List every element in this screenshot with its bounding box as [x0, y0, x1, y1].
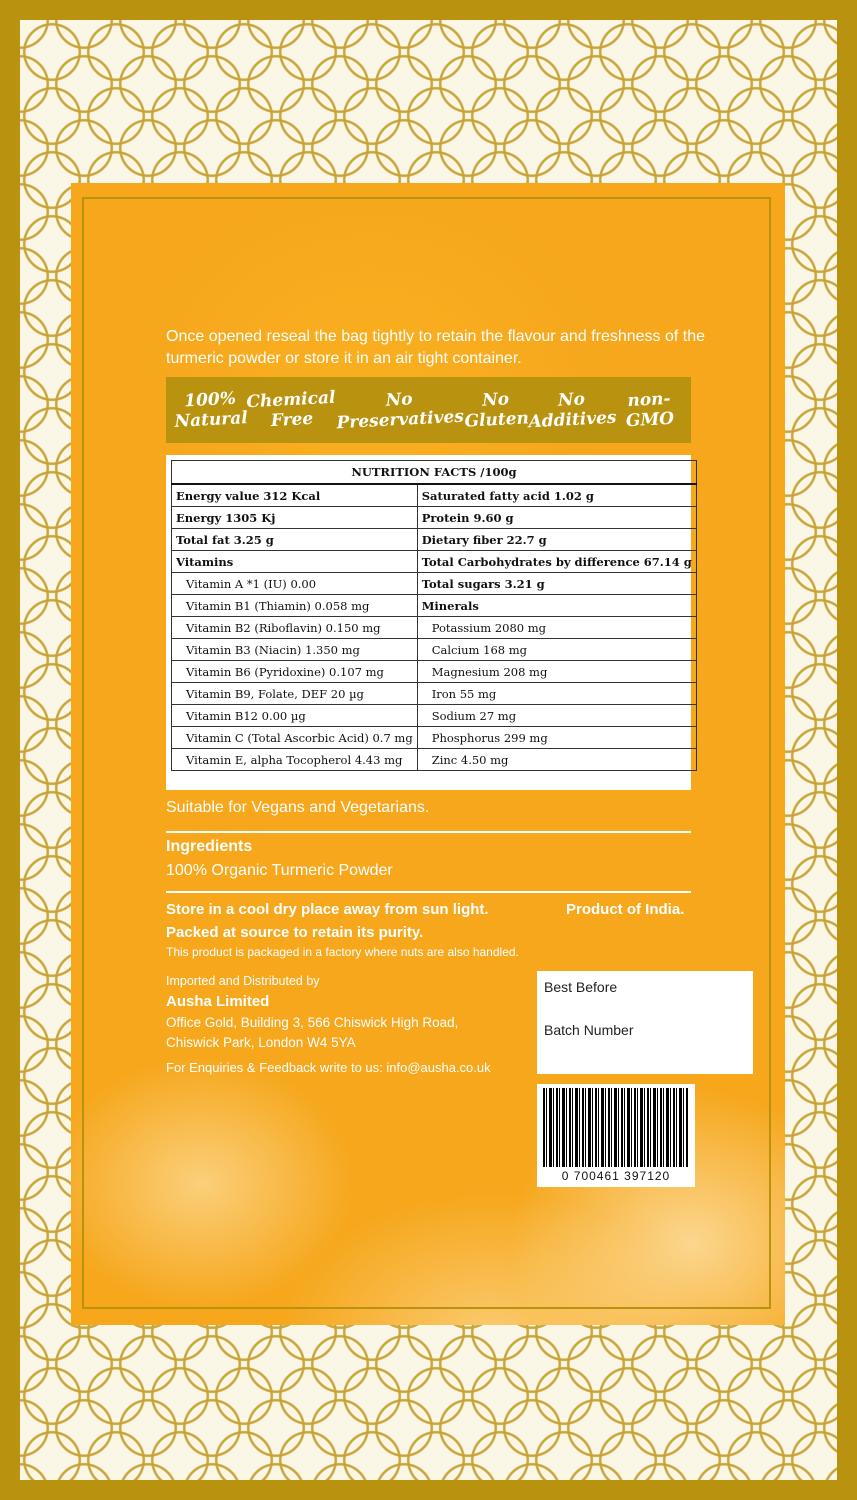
table-row [172, 617, 697, 639]
batch-number-label: Batch Number [544, 1022, 634, 1038]
nutrient-cell: Energy 1305 Kj [172, 507, 418, 529]
nutrient-cell: Vitamin A *1 (IU) 0.00 [172, 573, 418, 595]
nutrient-cell: Magnesium 208 mg [417, 661, 696, 683]
divider [166, 831, 691, 833]
nutrient-cell: Zinc 4.50 mg [417, 749, 696, 771]
distributor-label: Imported and Distributed by [166, 974, 320, 988]
nutrient-cell: Sodium 27 mg [417, 705, 696, 727]
nutrient-cell: Calcium 168 mg [417, 639, 696, 661]
ingredients-heading: Ingredients [166, 838, 253, 855]
nutrient-cell: Total fat 3.25 g [172, 529, 418, 551]
barcode-number: 0 700461 397120 [561, 1169, 671, 1183]
badge-no-gluten: No Gluten [463, 389, 529, 432]
badge-chemical-free: Chemical Free [246, 387, 337, 432]
best-before-box [537, 971, 753, 1074]
storage-line-1: Store in a cool dry place away from sun light. [166, 901, 489, 918]
nutrient-cell: Total Carbohydrates by difference 67.14 g [417, 551, 696, 573]
nutrition-table [171, 460, 697, 771]
allergen-note: This product is packaged in a factory where nuts are also handled. [166, 945, 519, 959]
nutrient-cell: Vitamin C (Total Ascorbic Acid) 0.7 mg [172, 727, 418, 749]
barcode [537, 1084, 695, 1187]
nutrient-cell: Iron 55 mg [417, 683, 696, 705]
nutrient-cell: Vitamin B6 (Pyridoxine) 0.107 mg [172, 661, 418, 683]
nutrient-cell: Potassium 2080 mg [417, 617, 696, 639]
table-row [172, 484, 697, 507]
nutrient-cell: Energy value 312 Kcal [172, 484, 418, 507]
table-row [172, 551, 697, 573]
table-row [172, 639, 697, 661]
table-row [172, 727, 697, 749]
ingredients-text: 100% Organic Turmeric Powder [166, 862, 393, 879]
nutrition-title: NUTRITION FACTS /100g [172, 461, 697, 485]
nutrient-cell: Vitamin E, alpha Tocopherol 4.43 mg [172, 749, 418, 771]
badge-no-preservatives: No Preservatives [336, 389, 465, 434]
badge-non-gmo: non-GMO [625, 388, 675, 432]
claim-badges [166, 377, 691, 443]
nutrient-cell: Phosphorus 299 mg [417, 727, 696, 749]
storage-line-2: Packed at source to retain its purity. [166, 924, 424, 941]
badge-no-additives: No Additives [527, 389, 617, 433]
nutrient-cell: Vitamin B2 (Riboflavin) 0.150 mg [172, 617, 418, 639]
nutrient-cell: Dietary fiber 22.7 g [417, 529, 696, 551]
table-row [172, 507, 697, 529]
nutrient-cell: Vitamin B1 (Thiamin) 0.058 mg [172, 595, 418, 617]
address-line-1: Office Gold, Building 3, 566 Chiswick High Road, [166, 1015, 459, 1030]
table-row [172, 573, 697, 595]
suitable-note: Suitable for Vegans and Vegetarians. [166, 799, 430, 816]
best-before-label: Best Before [544, 979, 618, 995]
table-row [172, 661, 697, 683]
table-row [172, 595, 697, 617]
badge-natural: 100% Natural [174, 388, 249, 432]
nutrient-cell: Minerals [417, 595, 696, 617]
nutrient-cell: Protein 9.60 g [417, 507, 696, 529]
nutrient-cell: Vitamins [172, 551, 418, 573]
barcode-bars [543, 1088, 689, 1167]
table-row [172, 683, 697, 705]
contact-line: For Enquiries & Feedback write to us: info@ausha.co.uk [166, 1060, 491, 1075]
nutrient-cell: Vitamin B9, Folate, DEF 20 µg [172, 683, 418, 705]
table-row [172, 529, 697, 551]
storage-note: Once opened reseal the bag tightly to retain the flavour and freshness of the turmeric powder or store it in an air tight container. [166, 328, 706, 367]
distributor-name: Ausha Limited [166, 993, 270, 1010]
table-row [172, 705, 697, 727]
divider [166, 891, 691, 893]
table-row [172, 749, 697, 771]
address-line-2: Chiswick Park, London W4 5YA [166, 1035, 356, 1050]
nutrient-cell: Vitamin B12 0.00 µg [172, 705, 418, 727]
nutrition-facts [166, 455, 691, 790]
nutrient-cell: Vitamin B3 (Niacin) 1.350 mg [172, 639, 418, 661]
nutrient-cell: Saturated fatty acid 1.02 g [417, 484, 696, 507]
product-origin: Product of India. [566, 901, 685, 918]
nutrient-cell: Total sugars 3.21 g [417, 573, 696, 595]
